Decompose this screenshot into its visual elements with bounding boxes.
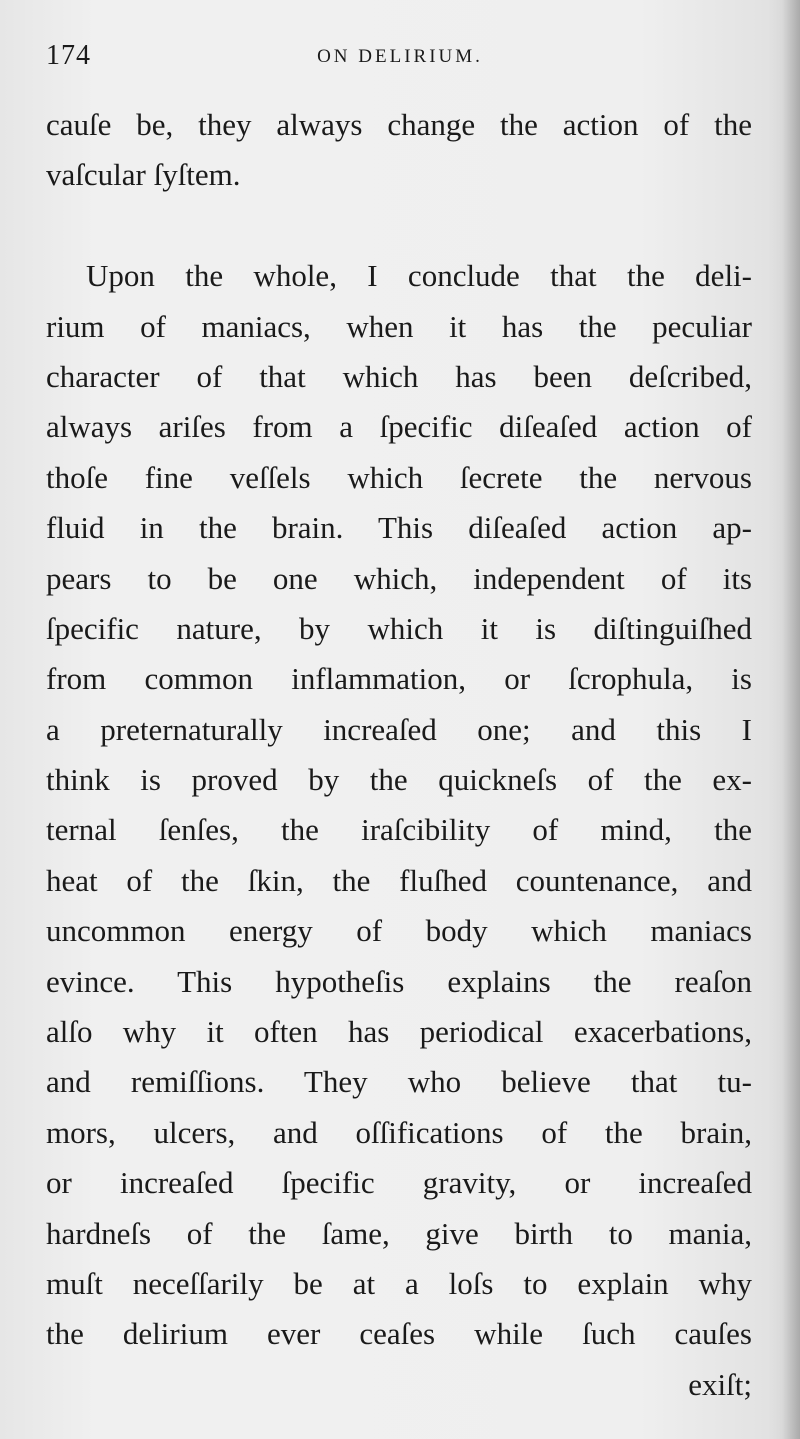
text-line: from common inflammation, or ſcrophula, is — [46, 661, 752, 697]
paragraph-gap — [46, 201, 752, 251]
text-line: character of that which has been deſcribed, — [46, 358, 752, 394]
text-line: evince. This hypotheſis explains the reaſon — [46, 963, 752, 999]
text-line: hardneſs of the ſame, give birth to mania, — [46, 1215, 752, 1251]
text-line: ſpecific nature, by which it is diſtinguiſhed — [46, 610, 752, 646]
page-number: 174 — [46, 40, 91, 71]
page-edge-shadow — [782, 0, 800, 1439]
catchword: exiſt; — [688, 1366, 752, 1402]
text-line: or increaſed ſpecific gravity, or increaſed — [46, 1165, 752, 1201]
text-line: think is proved by the quickneſs of the ex- — [46, 762, 752, 798]
text-line: thoſe fine veſſels which ſecrete the nervous — [46, 459, 752, 495]
text-line: fluid in the brain. This diſeaſed action ap- — [46, 510, 752, 546]
running-head: ON DELIRIUM. — [317, 46, 483, 67]
text-line: always ariſes from a ſpecific diſeaſed action of — [46, 409, 752, 445]
text-line: muſt neceſſarily be at a loſs to explain why — [46, 1265, 752, 1301]
text-line: mors, ulcers, and oſſifications of the brain, — [46, 1114, 752, 1150]
text-line: heat of the ſkin, the fluſhed countenance, and — [46, 862, 752, 898]
text-line: alſo why it often has periodical exacerbations, — [46, 1014, 752, 1050]
text-line: uncommon energy of body which maniacs — [46, 913, 752, 949]
text-line: pears to be one which, independent of its — [46, 560, 752, 596]
text-line: and remiſſions. They who believe that tu- — [46, 1064, 752, 1100]
text-line: cauſe be, they always change the action of the — [46, 107, 752, 142]
page-header — [46, 40, 754, 80]
text-line: Upon the whole, I conclude that the deli- — [86, 258, 752, 294]
text-line: vaſcular ſyſtem. — [46, 157, 241, 193]
text-line: a preternaturally increaſed one; and this I — [46, 711, 752, 747]
body-text — [46, 100, 752, 1410]
text-line: ternal ſenſes, the iraſcibility of mind, the — [46, 812, 752, 848]
text-line: the delirium ever ceaſes while ſuch cauſes — [46, 1316, 752, 1352]
text-line: rium of maniacs, when it has the peculiar — [46, 308, 752, 344]
